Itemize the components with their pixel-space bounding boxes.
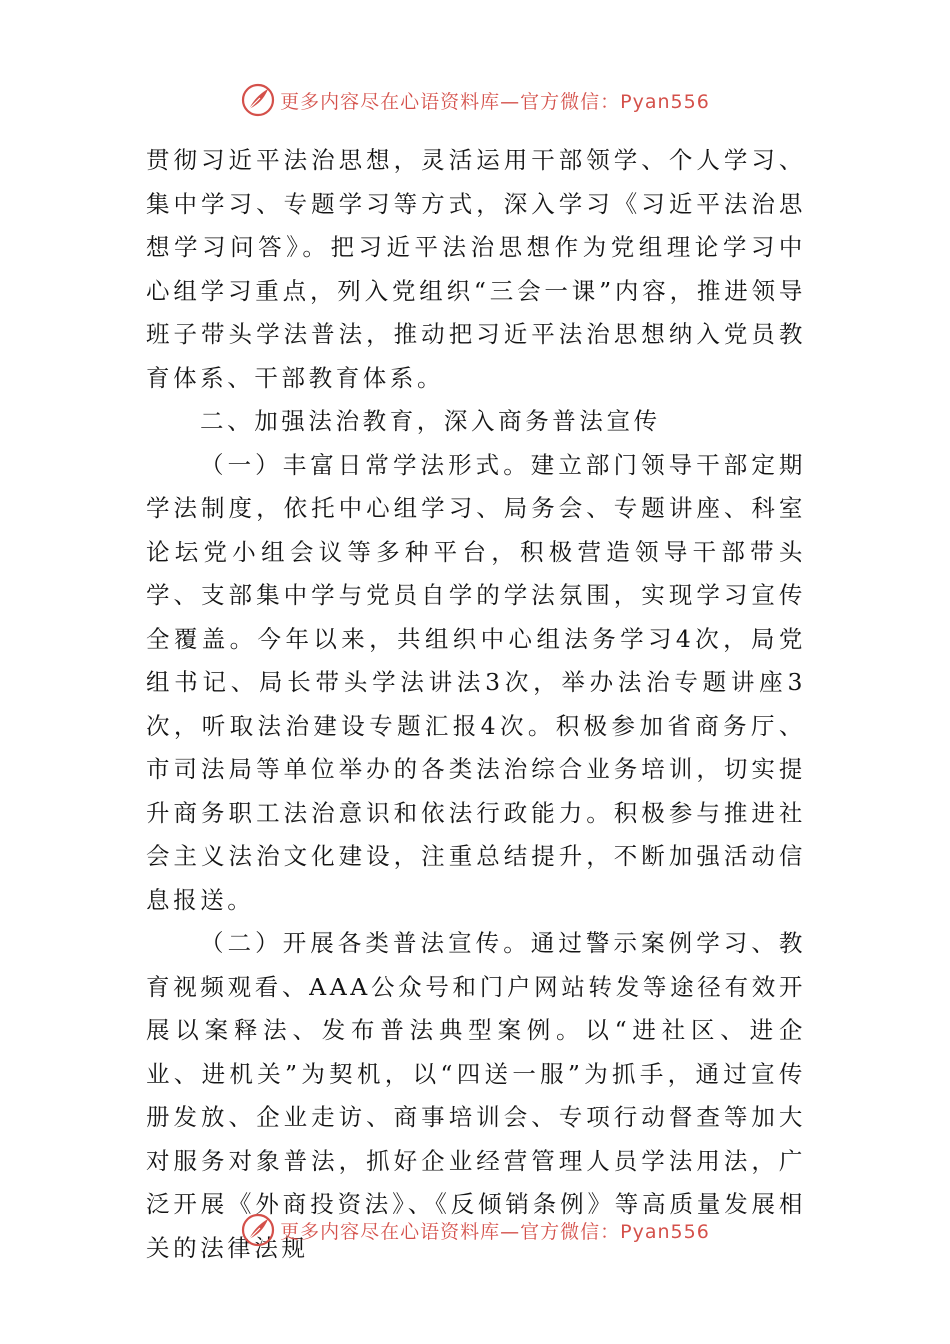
header-watermark <box>0 80 950 120</box>
quill-logo-icon <box>240 82 276 118</box>
document-body <box>146 139 806 1270</box>
footer-watermark <box>0 1210 950 1250</box>
section-heading: 二、加强法治教育，深入商务普法宣传 <box>200 407 661 435</box>
paragraph-3: （二）开展各类普法宣传。通过警示案例学习、教育视频观看、AAA公众号和门户网站转发等途径有效开展以案释法、发布普法典型案例。以“进社区、进企业、进机关”为契机，以“四送一服”为抓手，通过宣传册发放、企业走访、商事培训会、专项行动督查等加大对服务对象普法，抓好企业经营管理人员学法用法，广泛开展《外商投资法》、《反倾销条例》等高质量发展相关的法律法规 <box>146 929 806 1262</box>
watermark-text: 更多内容尽在心语资料库—官方微信：Pyan556 <box>280 1220 710 1243</box>
watermark-text: 更多内容尽在心语资料库—官方微信：Pyan556 <box>280 90 710 113</box>
paragraph-2: （一）丰富日常学法形式。建立部门领导干部定期学法制度，依托中心组学习、局务会、专题讲座、科室论坛党小组会议等多种平台，积极营造领导干部带头学、支部集中学与党员自学的学法氛围，实现学习宣传全覆盖。今年以来，共组织中心组法务学习4次，局党组书记、局长带头学法讲法3次，举办法治专题讲座3次，听取法治建设专题汇报4次。积极参加省商务厅、市司法局等单位举办的各类法治综合业务培训，切实提升商务职工法治意识和依法行政能力。积极参与推进社会主义法治文化建设，注重总结提升，不断加强活动信息报送。 <box>146 450 806 914</box>
quill-logo-icon <box>240 1212 276 1248</box>
paragraph-1: 贯彻习近平法治思想，灵活运用干部领学、个人学习、集中学习、专题学习等方式，深入学习《习近平法治思想学习问答》。把习近平法治思想作为党组理论学习中心组学习重点，列入党组织“三会一课”内容，推进领导班子带头学法普法，推动把习近平法治思想纳入党员教育体系、干部教育体系。 <box>146 146 806 392</box>
